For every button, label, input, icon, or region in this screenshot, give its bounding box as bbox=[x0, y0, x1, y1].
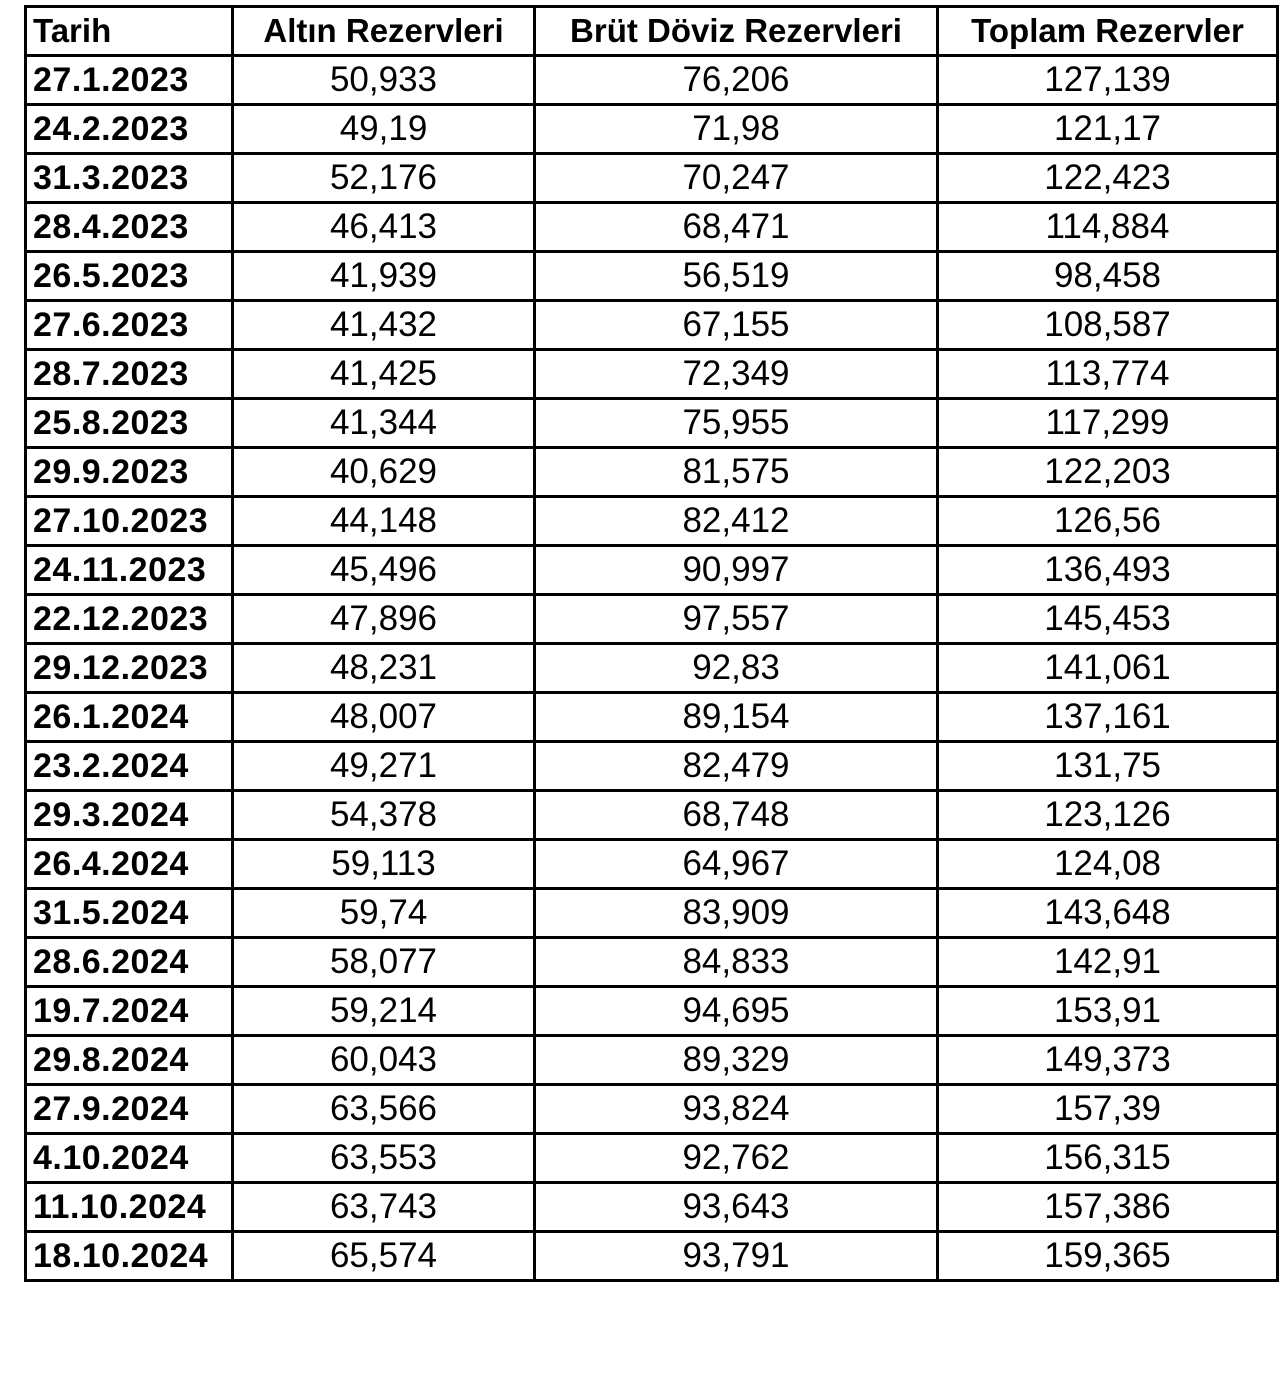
total-reserves-cell: 145,453 bbox=[938, 595, 1278, 644]
total-reserves-cell: 124,08 bbox=[938, 840, 1278, 889]
reserves-table bbox=[24, 5, 1279, 1282]
table-row bbox=[26, 252, 1278, 301]
date-cell: 31.5.2024 bbox=[26, 889, 233, 938]
total-reserves-cell: 98,458 bbox=[938, 252, 1278, 301]
gross-fx-reserves-cell: 93,824 bbox=[535, 1085, 938, 1134]
gold-reserves-cell: 63,743 bbox=[233, 1183, 535, 1232]
gold-reserves-cell: 59,214 bbox=[233, 987, 535, 1036]
total-reserves-cell: 142,91 bbox=[938, 938, 1278, 987]
table-row bbox=[26, 644, 1278, 693]
date-cell: 27.6.2023 bbox=[26, 301, 233, 350]
gold-reserves-cell: 59,113 bbox=[233, 840, 535, 889]
table-row bbox=[26, 840, 1278, 889]
date-cell: 26.4.2024 bbox=[26, 840, 233, 889]
table-row bbox=[26, 1036, 1278, 1085]
gross-fx-reserves-cell: 82,412 bbox=[535, 497, 938, 546]
table-row bbox=[26, 105, 1278, 154]
gross-fx-reserves-cell: 89,154 bbox=[535, 693, 938, 742]
column-header-gross-fx-reserves: Brüt Döviz Rezervleri bbox=[535, 7, 938, 56]
gross-fx-reserves-cell: 92,83 bbox=[535, 644, 938, 693]
date-cell: 22.12.2023 bbox=[26, 595, 233, 644]
gross-fx-reserves-cell: 71,98 bbox=[535, 105, 938, 154]
gross-fx-reserves-cell: 75,955 bbox=[535, 399, 938, 448]
date-cell: 28.7.2023 bbox=[26, 350, 233, 399]
gold-reserves-cell: 48,007 bbox=[233, 693, 535, 742]
total-reserves-cell: 149,373 bbox=[938, 1036, 1278, 1085]
total-reserves-cell: 123,126 bbox=[938, 791, 1278, 840]
gold-reserves-cell: 40,629 bbox=[233, 448, 535, 497]
table-row bbox=[26, 1232, 1278, 1281]
gold-reserves-cell: 63,553 bbox=[233, 1134, 535, 1183]
total-reserves-cell: 122,203 bbox=[938, 448, 1278, 497]
table-row bbox=[26, 350, 1278, 399]
gross-fx-reserves-cell: 92,762 bbox=[535, 1134, 938, 1183]
column-header-total-reserves: Toplam Rezervler bbox=[938, 7, 1278, 56]
gross-fx-reserves-cell: 81,575 bbox=[535, 448, 938, 497]
gold-reserves-cell: 46,413 bbox=[233, 203, 535, 252]
date-cell: 29.8.2024 bbox=[26, 1036, 233, 1085]
table-row bbox=[26, 742, 1278, 791]
total-reserves-cell: 157,386 bbox=[938, 1183, 1278, 1232]
date-cell: 27.10.2023 bbox=[26, 497, 233, 546]
total-reserves-cell: 131,75 bbox=[938, 742, 1278, 791]
table-body bbox=[26, 56, 1278, 1281]
gross-fx-reserves-cell: 64,967 bbox=[535, 840, 938, 889]
gold-reserves-cell: 54,378 bbox=[233, 791, 535, 840]
gross-fx-reserves-cell: 93,643 bbox=[535, 1183, 938, 1232]
date-cell: 27.9.2024 bbox=[26, 1085, 233, 1134]
gross-fx-reserves-cell: 93,791 bbox=[535, 1232, 938, 1281]
date-cell: 18.10.2024 bbox=[26, 1232, 233, 1281]
total-reserves-cell: 153,91 bbox=[938, 987, 1278, 1036]
table-row bbox=[26, 1085, 1278, 1134]
table-row bbox=[26, 56, 1278, 105]
table-row bbox=[26, 301, 1278, 350]
gold-reserves-cell: 45,496 bbox=[233, 546, 535, 595]
date-cell: 26.1.2024 bbox=[26, 693, 233, 742]
total-reserves-cell: 117,299 bbox=[938, 399, 1278, 448]
gross-fx-reserves-cell: 70,247 bbox=[535, 154, 938, 203]
date-cell: 29.9.2023 bbox=[26, 448, 233, 497]
date-cell: 27.1.2023 bbox=[26, 56, 233, 105]
gross-fx-reserves-cell: 83,909 bbox=[535, 889, 938, 938]
table-row bbox=[26, 497, 1278, 546]
header-row bbox=[26, 7, 1278, 56]
date-cell: 28.6.2024 bbox=[26, 938, 233, 987]
gross-fx-reserves-cell: 68,471 bbox=[535, 203, 938, 252]
gross-fx-reserves-cell: 90,997 bbox=[535, 546, 938, 595]
date-cell: 31.3.2023 bbox=[26, 154, 233, 203]
gold-reserves-cell: 49,271 bbox=[233, 742, 535, 791]
date-cell: 25.8.2023 bbox=[26, 399, 233, 448]
gold-reserves-cell: 60,043 bbox=[233, 1036, 535, 1085]
table-row bbox=[26, 1134, 1278, 1183]
gold-reserves-cell: 41,344 bbox=[233, 399, 535, 448]
total-reserves-cell: 126,56 bbox=[938, 497, 1278, 546]
date-cell: 28.4.2023 bbox=[26, 203, 233, 252]
gross-fx-reserves-cell: 72,349 bbox=[535, 350, 938, 399]
table-row bbox=[26, 203, 1278, 252]
date-cell: 26.5.2023 bbox=[26, 252, 233, 301]
gold-reserves-cell: 58,077 bbox=[233, 938, 535, 987]
gold-reserves-cell: 47,896 bbox=[233, 595, 535, 644]
table-row bbox=[26, 938, 1278, 987]
gross-fx-reserves-cell: 89,329 bbox=[535, 1036, 938, 1085]
table-row bbox=[26, 448, 1278, 497]
gold-reserves-cell: 59,74 bbox=[233, 889, 535, 938]
gold-reserves-cell: 65,574 bbox=[233, 1232, 535, 1281]
gross-fx-reserves-cell: 84,833 bbox=[535, 938, 938, 987]
table-row bbox=[26, 595, 1278, 644]
gold-reserves-cell: 50,933 bbox=[233, 56, 535, 105]
gross-fx-reserves-cell: 68,748 bbox=[535, 791, 938, 840]
date-cell: 29.3.2024 bbox=[26, 791, 233, 840]
date-cell: 24.2.2023 bbox=[26, 105, 233, 154]
total-reserves-cell: 108,587 bbox=[938, 301, 1278, 350]
gross-fx-reserves-cell: 97,557 bbox=[535, 595, 938, 644]
table-row bbox=[26, 791, 1278, 840]
gold-reserves-cell: 41,425 bbox=[233, 350, 535, 399]
gold-reserves-cell: 41,939 bbox=[233, 252, 535, 301]
gross-fx-reserves-cell: 76,206 bbox=[535, 56, 938, 105]
gross-fx-reserves-cell: 67,155 bbox=[535, 301, 938, 350]
gold-reserves-cell: 41,432 bbox=[233, 301, 535, 350]
gross-fx-reserves-cell: 94,695 bbox=[535, 987, 938, 1036]
table-row bbox=[26, 546, 1278, 595]
total-reserves-cell: 156,315 bbox=[938, 1134, 1278, 1183]
gold-reserves-cell: 49,19 bbox=[233, 105, 535, 154]
date-cell: 19.7.2024 bbox=[26, 987, 233, 1036]
total-reserves-cell: 157,39 bbox=[938, 1085, 1278, 1134]
date-cell: 23.2.2024 bbox=[26, 742, 233, 791]
table-row bbox=[26, 399, 1278, 448]
column-header-gold-reserves: Altın Rezervleri bbox=[233, 7, 535, 56]
column-header-date: Tarih bbox=[26, 7, 233, 56]
gross-fx-reserves-cell: 82,479 bbox=[535, 742, 938, 791]
total-reserves-cell: 127,139 bbox=[938, 56, 1278, 105]
total-reserves-cell: 159,365 bbox=[938, 1232, 1278, 1281]
total-reserves-cell: 121,17 bbox=[938, 105, 1278, 154]
total-reserves-cell: 136,493 bbox=[938, 546, 1278, 595]
gold-reserves-cell: 52,176 bbox=[233, 154, 535, 203]
total-reserves-cell: 122,423 bbox=[938, 154, 1278, 203]
total-reserves-cell: 137,161 bbox=[938, 693, 1278, 742]
date-cell: 29.12.2023 bbox=[26, 644, 233, 693]
total-reserves-cell: 143,648 bbox=[938, 889, 1278, 938]
table-row bbox=[26, 889, 1278, 938]
table-row bbox=[26, 693, 1278, 742]
gold-reserves-cell: 63,566 bbox=[233, 1085, 535, 1134]
gross-fx-reserves-cell: 56,519 bbox=[535, 252, 938, 301]
total-reserves-cell: 114,884 bbox=[938, 203, 1278, 252]
table-row bbox=[26, 1183, 1278, 1232]
table-row bbox=[26, 987, 1278, 1036]
gold-reserves-cell: 44,148 bbox=[233, 497, 535, 546]
total-reserves-cell: 141,061 bbox=[938, 644, 1278, 693]
date-cell: 24.11.2023 bbox=[26, 546, 233, 595]
gold-reserves-cell: 48,231 bbox=[233, 644, 535, 693]
table-row bbox=[26, 154, 1278, 203]
date-cell: 11.10.2024 bbox=[26, 1183, 233, 1232]
total-reserves-cell: 113,774 bbox=[938, 350, 1278, 399]
date-cell: 4.10.2024 bbox=[26, 1134, 233, 1183]
